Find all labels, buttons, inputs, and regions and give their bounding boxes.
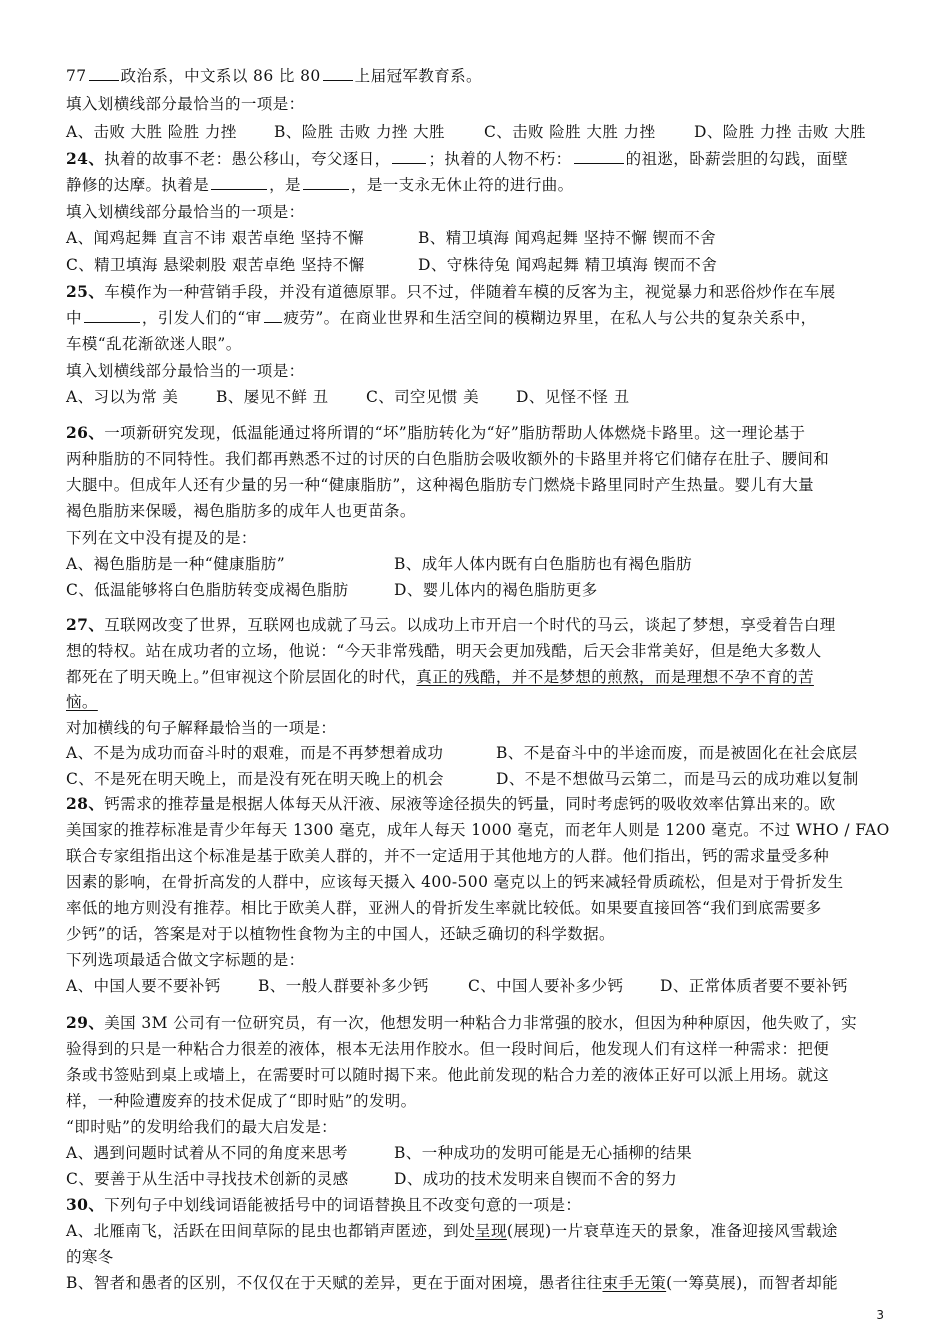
option-b: B、屡见不鲜 丑: [216, 388, 329, 406]
text: ；执着的人物不朽：: [428, 150, 572, 168]
text: 下列句子中划线词语能被括号中的词语替换且不改变句意的一项是：: [104, 1196, 582, 1214]
q24-options-row-2: [66, 253, 717, 277]
option-c: C、击败 险胜 大胜 力挫: [484, 123, 656, 141]
underlined-sentence: 真正的残酷，并不是梦想的煎熬，而是理想不孕不育的苦: [416, 668, 814, 686]
q29-stem-line-3: 条或书签贴到桌上或墙上，在需要时可以随时揭下来。他此前发现的粘合力差的液体正好可以派上用场。就这: [66, 1066, 830, 1084]
q25-stem-line-3: 车模“乱花渐欲迷人眼”。: [66, 335, 242, 353]
q23-stem-line: [66, 64, 482, 88]
option-d: D、婴儿体内的褐色脂肪更多: [394, 581, 598, 599]
option-a: A、闻鸡起舞 直言不讳 艰苦卓绝 坚持不懈: [66, 229, 364, 247]
option-d: D、见怪不怪 丑: [516, 388, 630, 406]
q26-options-row-2: [66, 578, 598, 602]
question-number: 30、: [66, 1195, 105, 1214]
underlined-word: 束手无策: [602, 1274, 667, 1292]
blank: [323, 65, 353, 81]
q28-options: [66, 974, 848, 998]
text: ，是: [269, 176, 301, 194]
q24-prompt: 填入划横线部分最恰当的一项是：: [66, 203, 305, 221]
q29-stem-line-1: [66, 1011, 857, 1035]
option-b: B、一种成功的发明可能是无心插柳的结果: [394, 1144, 692, 1162]
blank: [211, 174, 267, 190]
q30-option-a-line-1: [66, 1219, 838, 1243]
option-d: D、守株待兔 闻鸡起舞 精卫填海 锲而不舍: [418, 256, 718, 274]
option-c: C、中国人要补多少钙: [468, 977, 624, 995]
q25-prompt: 填入划横线部分最恰当的一项是：: [66, 362, 305, 380]
option-d: D、正常体质者要不要补钙: [660, 977, 848, 995]
q27-stem-line-1: [66, 613, 836, 637]
option-d: D、成功的技术发明来自锲而不舍的努力: [394, 1170, 678, 1188]
text: B、智者和愚者的区别，不仅仅在于天赋的差异，更在于面对困境，愚者往往: [66, 1274, 603, 1292]
q27-prompt: 对加横线的句子解释最恰当的一项是：: [66, 719, 337, 737]
q26-stem-line-3: 大腿中。但成年人还有少量的另一种“健康脂肪”，这种褐色脂肪专门燃烧卡路里同时产生热量。婴儿有大量: [66, 476, 815, 494]
option-a: A、不是为成功而奋斗时的艰难，而是不再梦想着成功: [66, 744, 444, 762]
option-c: C、不是死在明天晚上，而是没有死在明天晚上的机会: [66, 770, 444, 788]
option-a: A、中国人要不要补钙: [66, 977, 221, 995]
q25-stem-line-2: [66, 306, 817, 330]
text: (展现)一片衰草连天的景象，准备迎接风雪载途: [506, 1222, 838, 1240]
option-c: C、要善于从生活中寻找技术创新的灵感: [66, 1170, 349, 1188]
underlined-word: 呈现: [475, 1222, 507, 1240]
option-b: B、险胜 击败 力挫 大胜: [274, 123, 445, 141]
q26-prompt: 下列在文中没有提及的是：: [66, 529, 257, 547]
option-c: C、精卫填海 悬梁刺股 艰苦卓绝 坚持不懈: [66, 256, 365, 274]
q24-options-row-1: [66, 226, 716, 250]
text: 美国 3M 公司有一位研究员，有一次，他想发明一种粘合力非常强的胶水，但因为种种原因，他失败了，实: [104, 1014, 857, 1032]
text: A、北雁南飞，活跃在田间草际的昆虫也都销声匿迹，到处: [66, 1222, 476, 1240]
text: 车模作为一种营销手段，并没有道德原罪。只不过，伴随着车模的反客为主，视觉暴力和恶俗炒作在车展: [104, 283, 836, 301]
text: ，引发人们的“审: [141, 309, 262, 327]
text: 静修的达摩。执着是: [66, 176, 210, 194]
blank: [303, 174, 349, 190]
question-number: 24、: [66, 149, 105, 168]
option-a: A、遇到问题时试着从不同的角度来思考: [66, 1144, 348, 1162]
option-c: C、低温能够将白色脂肪转变成褐色脂肪: [66, 581, 349, 599]
q26-stem-line-4: 褐色脂肪来保暖，褐色脂肪多的成年人也更苗条。: [66, 502, 416, 520]
q28-stem-line-4: 因素的影响，在骨折高发的人群中，应该每天摄入 400-500 毫克以上的钙来减轻骨质疏松，但是对于骨折发生: [66, 873, 844, 891]
q30-option-a-line-2: 的寒冬: [66, 1248, 114, 1266]
q26-stem-line-2: 两种脂肪的不同特性。我们都再熟悉不过的讨厌的白色脂肪会吸收额外的卡路里并将它们储存在肚子、腰间和: [66, 450, 830, 468]
question-number: 28、: [66, 794, 105, 813]
text: 都死在了明天晚上。”但审视这个阶层固化的时代，: [66, 668, 417, 686]
text: 一项新研究发现，低温能通过将所谓的“坏”脂肪转化为“好”脂肪帮助人体燃烧卡路里。这一理论基于: [104, 424, 806, 442]
text: ，是一支永无休止符的进行曲。: [350, 176, 574, 194]
q23-prompt: 填入划横线部分最恰当的一项是：: [66, 95, 305, 113]
q27-stem-line-3: [66, 665, 814, 689]
option-b: B、成年人体内既有白色脂肪也有褐色脂肪: [394, 555, 692, 573]
text: 政治系，中文系以 86 比 80: [120, 67, 321, 85]
page-number: 3: [876, 1308, 884, 1322]
question-number: 25、: [66, 282, 105, 301]
blank: [392, 148, 426, 164]
q29-options-row-2: [66, 1167, 677, 1191]
question-number: 29、: [66, 1013, 105, 1032]
option-d: D、险胜 力挫 击败 大胜: [694, 123, 866, 141]
blank: [574, 148, 624, 164]
option-c: C、司空见惯 美: [366, 388, 479, 406]
text: 中: [66, 309, 82, 327]
text: 互联网改变了世界，互联网也成就了马云。以成功上市开启一个时代的马云，谈起了梦想，享受着告白理: [104, 616, 836, 634]
option-b: B、不是奋斗中的半途而废，而是被固化在社会底层: [496, 744, 858, 762]
option-a: A、击败 大胜 险胜 力挫: [66, 123, 237, 141]
q28-stem-line-5: 率低的地方则没有推荐。相比于欧美人群，亚洲人的骨折发生率就比较低。如果要直接回答“我们到底需要多: [66, 899, 822, 917]
question-number: 27、: [66, 615, 105, 634]
q30-stem: [66, 1193, 581, 1217]
option-a: A、习以为常 美: [66, 388, 179, 406]
q28-prompt: 下列选项最适合做文字标题的是：: [66, 951, 305, 969]
text: 钙需求的推荐量是根据人体每天从汗液、尿液等途径损失的钙量，同时考虑钙的吸收效率估算出来的。欧: [104, 795, 836, 813]
option-b: B、一般人群要补多少钙: [258, 977, 429, 995]
q26-stem-line-1: [66, 421, 805, 445]
text: 的祖逖，卧薪尝胆的勾践，面壁: [625, 150, 849, 168]
q28-stem-line-2: 美国家的推荐标准是青少年每天 1300 毫克，成年人每天 1000 毫克，而老年人则是 1200 毫克。不过 WHO / FAO: [66, 821, 890, 839]
q29-options-row-1: [66, 1141, 692, 1165]
text: 执着的故事不老：愚公移山，夸父逐日，: [104, 150, 391, 168]
q29-prompt: “即时贴”的发明给我们的最大启发是：: [66, 1118, 338, 1136]
text: 上届冠军教育系。: [354, 67, 482, 85]
q30-option-b-line-1: [66, 1271, 838, 1295]
q23-options: [66, 120, 866, 144]
q25-stem-line-1: [66, 280, 836, 304]
underlined-sentence-end: 恼。: [66, 693, 98, 711]
q28-stem-line-6: 少钙”的话，答案是对于以植物性食物为主的中国人，还缺乏确切的科学数据。: [66, 925, 615, 943]
text: 疲劳”。在商业世界和生活空间的模糊边界里，在私人与公共的复杂关系中，: [283, 309, 817, 327]
q25-options: [66, 385, 630, 409]
option-b: B、精卫填海 闻鸡起舞 坚持不懈 锲而不舍: [418, 229, 717, 247]
blank: [264, 307, 282, 323]
option-d: D、不是不想做马云第二，而是马云的成功难以复制: [496, 770, 859, 788]
blank: [89, 65, 119, 81]
text: (一筹莫展)，而智者却能: [666, 1274, 839, 1292]
q28-stem-line-1: [66, 792, 836, 816]
q27-stem-line-4: [66, 690, 98, 714]
text: 77: [66, 67, 87, 85]
blank: [84, 307, 140, 323]
q29-stem-line-4: 样，一种险遭废弃的技术促成了“即时贴”的发明。: [66, 1092, 417, 1110]
q27-options-row-1: [66, 741, 858, 765]
option-a: A、褐色脂肪是一种“健康脂肪”: [66, 555, 286, 573]
q26-options-row-1: [66, 552, 692, 576]
q24-stem-line-2: [66, 173, 574, 197]
q28-stem-line-3: 联合专家组指出这个标准是基于欧美人群的，并不一定适用于其他地方的人群。他们指出，钙的需求量受多种: [66, 847, 830, 865]
q29-stem-line-2: 验得到的只是一种粘合力很差的液体，根本无法用作胶水。但一段时间后，他发现人们有这样一种需求：把便: [66, 1040, 830, 1058]
question-number: 26、: [66, 423, 105, 442]
q27-stem-line-2: 想的特权。站在成功者的立场，他说：“今天非常残酷，明天会更加残酷，后天会非常美好，但是绝大多数人: [66, 642, 822, 660]
q24-stem-line-1: [66, 147, 848, 171]
q27-options-row-2: [66, 767, 859, 791]
